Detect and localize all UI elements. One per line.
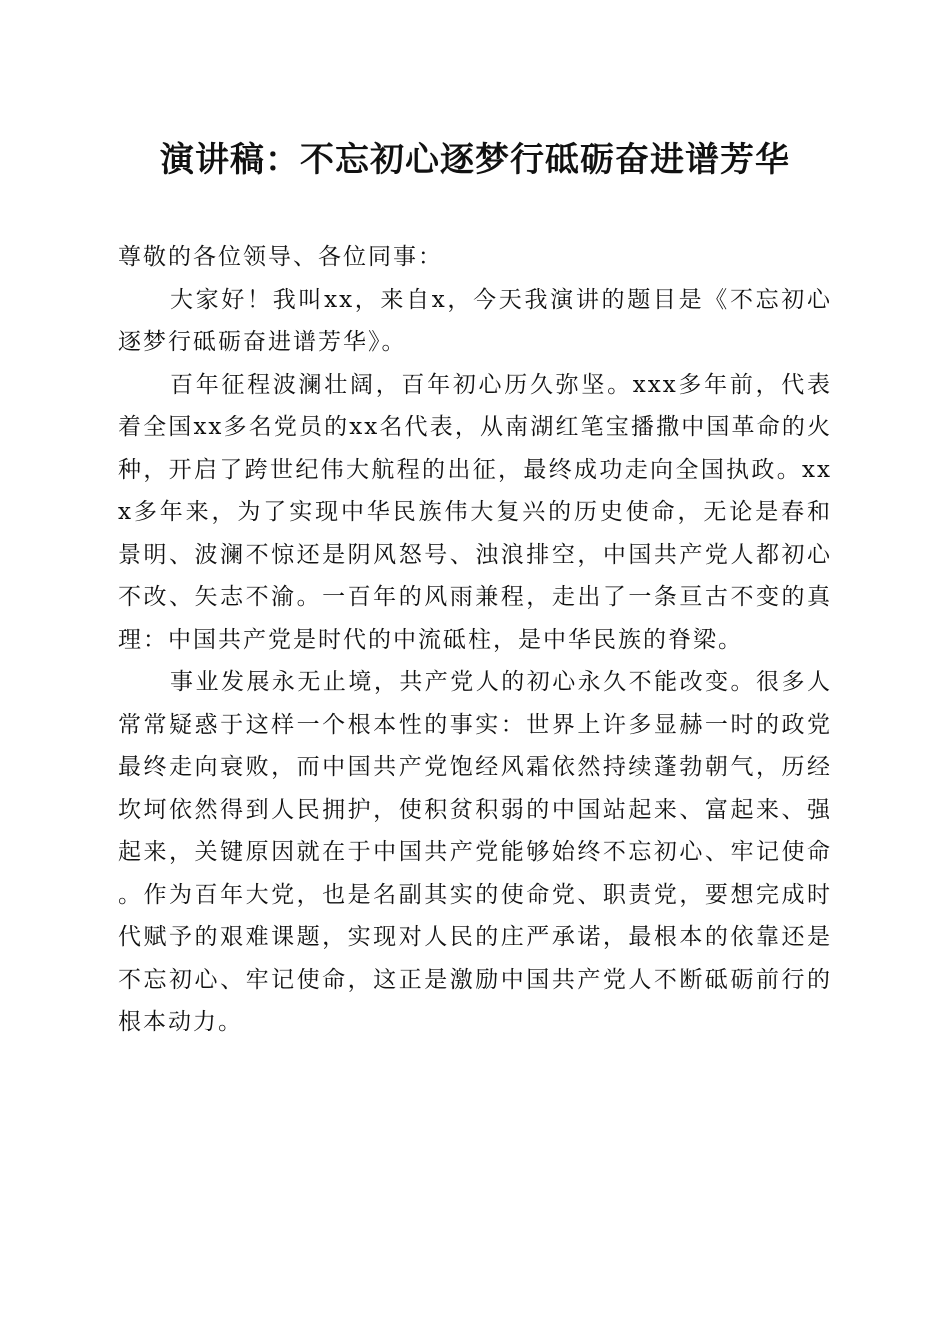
salutation: 尊敬的各位领导、各位同事：: [118, 244, 443, 270]
paragraph-history: 百年征程波澜壮阔，百年初心历久弥坚。xxx多年前，代表着全国xx多名党员的xx名代表，从南湖红笔宝播撒中国革命的火种，开启了跨世纪伟大航程的出征，最终成功走向全国执政。xxx多年来，为了实现中华民族伟大复兴的历史使命，无论是春和景明、波澜不惊还是阴风怒号、浊浪排空，中国共产党人都初心不改、矢志不渝。一百年的风雨兼程，走出了一条亘古不变的真理：中国共产党是时代的中流砥柱，是中华民族的脊梁。: [118, 371, 832, 653]
paragraph-mission: 事业发展永无止境，共产党人的初心永久不能改变。很多人常常疑惑于这样一个根本性的事实：世界上许多显赫一时的政党最终走向衰败，而中国共产党饱经风霜依然持续蓬勃朝气，历经坎坷依然得到人民拥护，使积贫积弱的中国站起来、富起来、强起来，关键原因就在于中国共产党能够始终不忘初心、牢记使命。作为百年大党，也是名副其实的使命党、职责党，要想完成时代赋予的艰难课题，实现对人民的庄严承诺，最根本的依靠还是不忘初心、牢记使命，这正是激励中国共产党人不断砥砺前行的根本动力。: [118, 669, 832, 1035]
document-body: [118, 236, 832, 1044]
document-title: 演讲稿：不忘初心逐梦行砥砺奋进谱芳华: [160, 140, 790, 180]
paragraph-greeting: 大家好！我叫xx，来自x，今天我演讲的题目是《不忘初心逐梦行砥砺奋进谱芳华》。: [118, 286, 832, 355]
